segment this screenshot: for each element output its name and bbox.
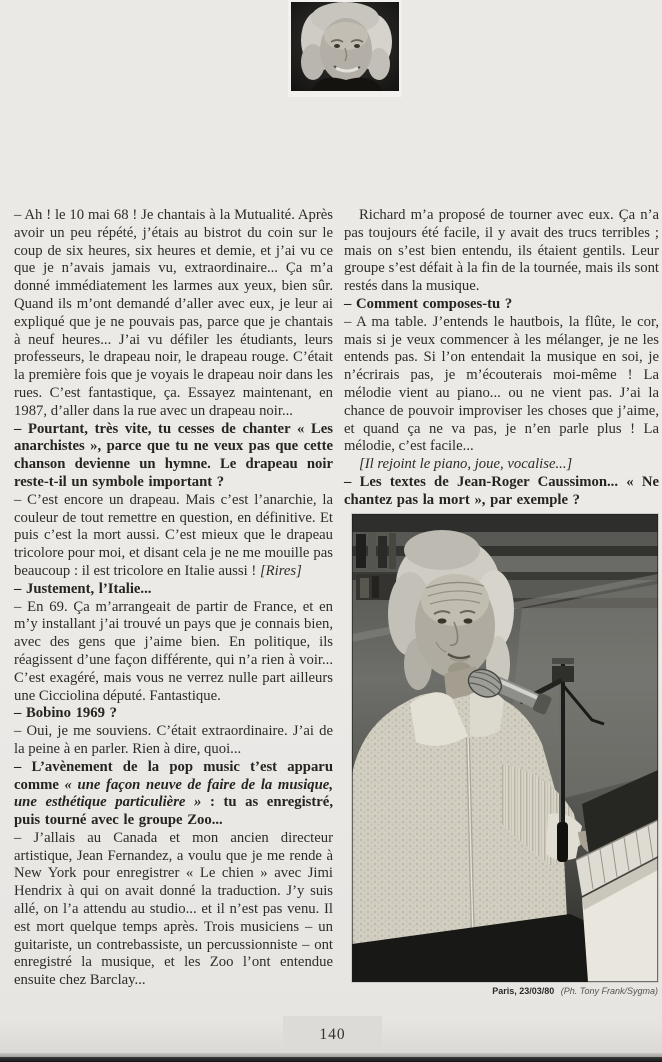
text-column-left (14, 207, 333, 990)
scan-edge-dark (0, 1057, 662, 1062)
portrait-photo (288, 0, 402, 97)
text-run: – Oui, je me souviens. C’était extraordinaire. J’ai de la peine à en parler. Rien à dire, quoi... (14, 723, 333, 757)
text-run: « une façon neuve de faire de la musique, une esthétique particulière » (14, 776, 334, 811)
portrait-photo-image (291, 2, 399, 91)
interview-answer (344, 207, 659, 296)
piano-performance-photo-image (352, 514, 658, 982)
interview-answer (14, 599, 333, 706)
piano-performance-photo (352, 514, 658, 982)
interview-answer (14, 830, 333, 990)
photo-caption-location-date: Paris, 23/03/80 (492, 986, 555, 996)
stage-direction (344, 456, 659, 474)
page-number: 140 (283, 1016, 382, 1053)
interview-answer (14, 723, 333, 759)
text-run: – A ma table. J’entends le hautbois, la flûte, le cor, mais si je veux commencer à les mélanger, je ne les entends pas. Si l’on entendait la musique en soi, je n’écrirais pas, je m’écouterais moi-même ! La mélodie vient au piano... ou ne vient pas. J’ai la chance de pouvoir improviser les choses que j’aime, et quand ça ne va pas, je n’en parle plus ! La mélodie, c’est facile... (344, 313, 659, 455)
text-run: [Il rejoint le piano, joue, vocalise...] (359, 456, 573, 473)
text-run: – C’est encore un drapeau. Mais c’est l’anarchie, la couleur de tout remettre en question, en définitive. Et puis c’est la mort aussi. C’est mieux que le drapeau tricolore pour moi, et disant cela je ne me mouille pas beaucoup : il est tricolore en Italie aussi ! (14, 491, 333, 579)
text-run: – L’avènement de la pop music t’est apparu comme (14, 758, 333, 793)
text-column-right (344, 207, 659, 510)
text-run: – Pourtant, très vite, tu cesses de chanter « Les anarchistes », parce que tu ne veux pas que cette chanson devienne un hymne. Le drapeau noir reste-t-il un symbole important ? (14, 420, 333, 490)
text-run: Richard m’a proposé de tourner avec eux. Ça n’a pas toujours été facile, il y avait des trucs terribles ; mais on s’est bien entendu, ils étaient gentils. Leur groupe s’est défait à la fin de la tournée, mais ils sont restés dans la musique. (344, 207, 659, 295)
interview-question (344, 296, 659, 314)
photo-caption (352, 986, 658, 996)
interview-question (14, 421, 333, 492)
text-run: – Comment composes-tu ? (344, 295, 513, 312)
text-run: – En 69. Ça m’arrangeait de partir de France, et en m’y installant j’ai trouvé un pays que je connais bien, avec des gens que j’aime bien. En politique, ils réagissent d’une façon différente, qui n’a rien à voir... C’est exagéré, mais vous ne verrez nulle part ailleurs une Cicciolina député. Fantastique. (14, 598, 333, 704)
interview-answer (14, 207, 333, 421)
interview-question (344, 474, 659, 510)
text-run: – Bobino 1969 ? (14, 705, 117, 722)
interview-answer (14, 492, 333, 581)
text-run: – Les textes de Jean-Roger Caussimon... « Ne chantez pas la mort », par exemple ? (344, 473, 659, 508)
interview-question (14, 581, 333, 599)
interview-answer (344, 314, 659, 456)
interview-question (14, 705, 333, 723)
text-run: : tu as enregistré, puis tourné avec le groupe Zoo... (14, 794, 333, 829)
text-run: – Ah ! le 10 mai 68 ! Je chantais à la Mutualité. Après avoir un peu répété, j’étais au bistrot du coin sur le coup de six heures, six heures et demie, et j’ai vu ce que je n’avais jamais vu, extraordinaire... Ça m’a donné immédiatement les larmes aux yeux, bien sûr. Quand ils m’ont demandé d’aller avec eux, je leur ai expliqué que je ne pouvais pas, parce que je chantais à neuf heures... J’ai vu défiler les étudiants, leurs professeurs, le drapeau noir, le drapeau rouge. C’était la première fois que je voyais le drapeau noir dans les rues. C’est fantastique, ça. Essayez maintenant, en 1987, d’aller dans la rue avec un drapeau noir... (14, 207, 333, 419)
photo-caption-credit: (Ph. Tony Frank/Sygma) (560, 986, 658, 996)
text-run: – J’allais au Canada et mon ancien directeur artistique, Jean Fernandez, a voulu que je me rende à New York pour enregistrer « Le chien » avec Jimi Hendrix à qui on avait donné la traduction. J’y suis allé, on l’a attendu au studio... et il n’est pas venu. Il est mort quelque temps après. Trois musiciens – un guitariste, un contrebassiste, un percussionniste – ont enregistré la musique, et les Zoo l’ont entendue ensuite chez Barclay... (14, 829, 333, 989)
interview-question (14, 759, 333, 830)
text-run: [Rires] (259, 562, 302, 579)
text-run: – Justement, l’Italie... (14, 580, 152, 597)
